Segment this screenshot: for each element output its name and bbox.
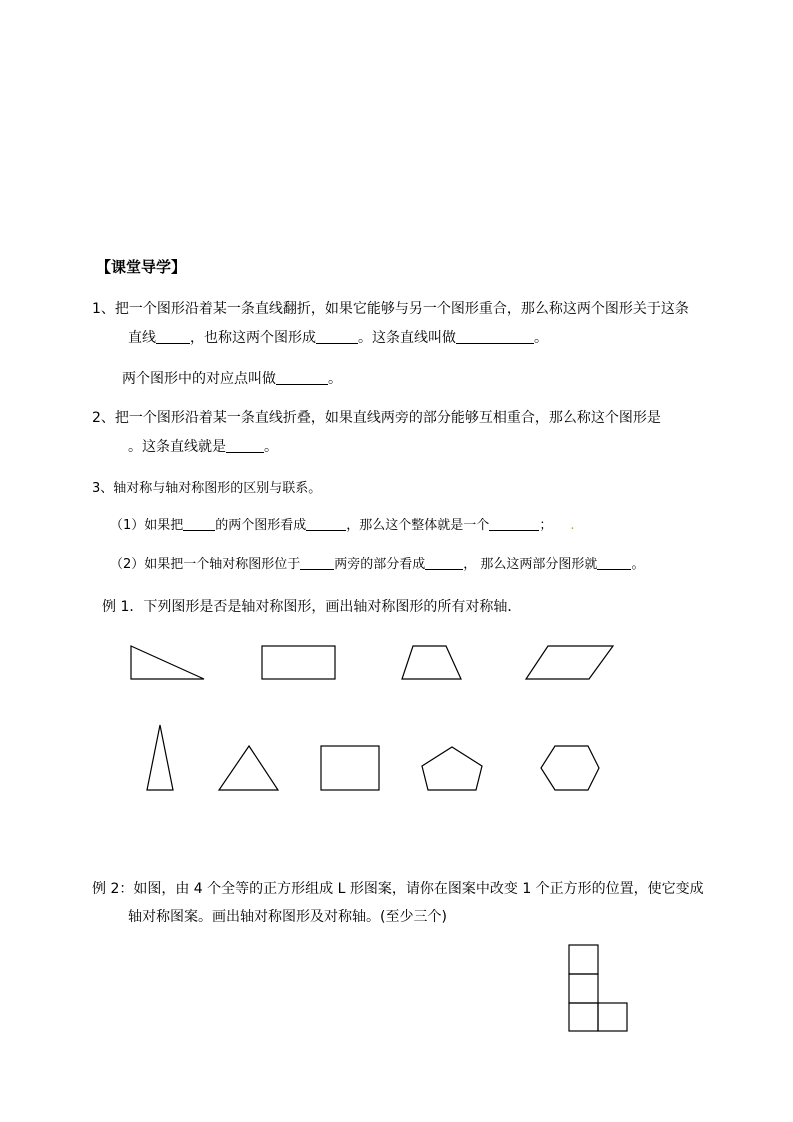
q3-p1-dot: . [570,518,575,533]
parallelogram-figure [526,646,613,679]
pentagon-figure [422,747,482,790]
q2-text-b: 。 [264,439,278,455]
q1-text-f: 。 [328,371,342,387]
q2-line1: 2、把一个图形沿着某一条直线折叠，如果直线两旁的部分能够互相重合，那么称这个图形是 [92,410,661,426]
example2-line1: 例 2：如图，由 4 个全等的正方形组成 L 形图案，请你在图案中改变 1 个正方形的位置，使它变成 [92,881,704,897]
q3-p1-c: ，那么这个整体就是一个 [346,518,490,533]
right-triangle-figure [131,646,204,679]
q3-p1-a: （1）如果把 [110,518,184,533]
l-square-middle [569,974,598,1003]
q3-p1-b: 的两个图形看成 [215,518,307,533]
example1-text: 例 1．下列图形是否是轴对称图形，画出轴对称图形的所有对称轴． [102,599,522,615]
example2-line2: 轴对称图案。画出轴对称图形及对称轴。(至少三个) [128,909,447,925]
q1-line1: 1、把一个图形沿着某一条直线翻折，如果它能够与另一个图形重合，那么称这两个图形关于这条 [92,301,689,317]
tall-isosceles-triangle-figure [147,725,173,790]
hexagon-figure [541,746,599,790]
rectangle-figure [321,746,379,790]
q3-p2-c: ， 那么这两部分图形就 [463,557,598,572]
q1-text-d: 。 [534,330,548,346]
q1-text-a: 直线 [128,330,156,346]
q3-title: 3、轴对称与轴对称图形的区别与联系。 [92,481,322,496]
q1-text-e: 两个图形中的对应点叫做 [122,371,276,387]
l-square-bottom-left [569,1003,598,1031]
l-square-top [569,945,598,974]
section-heading: 【课堂导学】 [96,258,187,276]
q3-p2-b: 两旁的部分看成 [334,557,426,572]
q3-p2-d: 。 [631,557,645,572]
q3-p1-d: ； [539,518,553,533]
q1-text-c: 。这条直线叫做 [358,330,456,346]
q3-p2-a: （2）如果把一个轴对称图形位于 [110,557,301,572]
triangle-figure [219,746,278,790]
l-shape-squares-figure [569,945,627,1031]
l-square-bottom-right [598,1003,627,1031]
trapezoid-figure [402,646,461,679]
q2-text-a: 。这条直线就是 [128,439,226,455]
rectangle-wide-figure [262,646,335,679]
q1-text-b: ，也称这两个图形成 [190,330,316,346]
